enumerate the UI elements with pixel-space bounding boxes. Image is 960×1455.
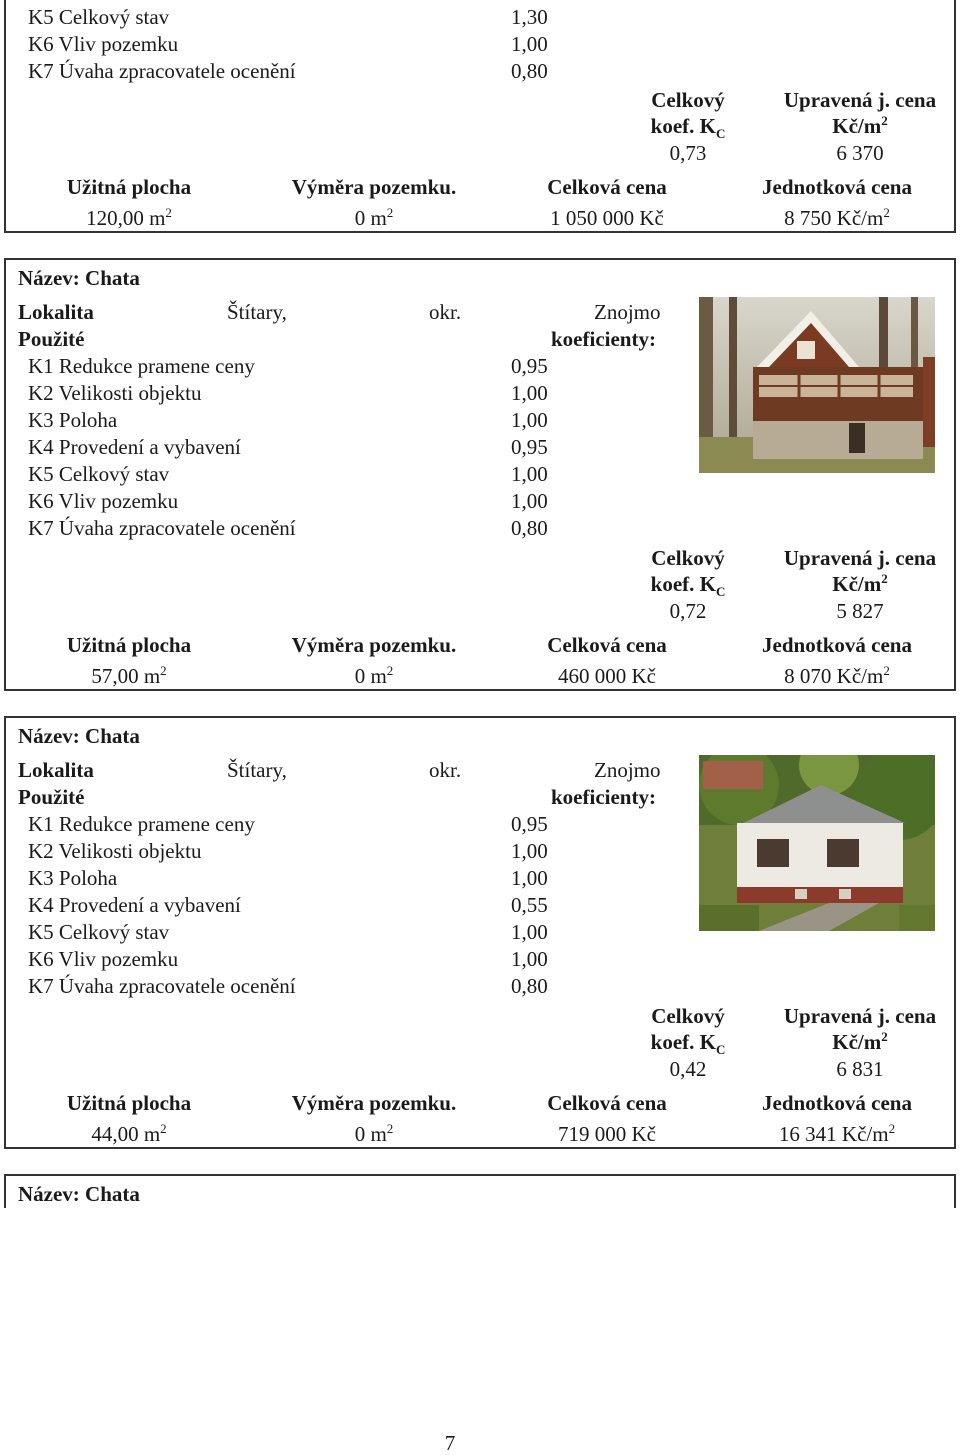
frame-bottom <box>4 1147 956 1149</box>
coef-label: K2 Velikosti objektu <box>28 839 202 863</box>
sum-header-land-area: Výměra pozemku. <box>291 633 457 657</box>
frame-top <box>4 258 956 260</box>
adjusted-price-value: 5 827 <box>836 599 884 623</box>
sum-header-unit-price: Jednotková cena <box>762 1091 912 1115</box>
coef-value: 1,00 <box>511 381 548 405</box>
record-name: Název: Chata <box>18 266 140 290</box>
coef-label: K1 Redukce pramene ceny <box>28 812 255 836</box>
coef-value: 0,95 <box>511 435 548 459</box>
coefficients-label: koeficienty: <box>551 327 656 351</box>
coef-label: K7 Úvaha zpracovatele ocenění <box>28 974 296 998</box>
sum-header-usable-area: Užitná plocha <box>66 1091 192 1115</box>
locality-town: Štítary, <box>227 300 287 324</box>
frame-left <box>4 1174 6 1208</box>
coef-label: K5 Celkový stav <box>28 920 170 944</box>
coefficients-label: koeficienty: <box>551 785 656 809</box>
locality-district-label: okr. <box>429 300 462 324</box>
sum-land-area: 0 $m^2$ <box>354 1121 394 1146</box>
coef-label: K7 Úvaha zpracovatele ocenění <box>28 59 296 83</box>
kc-header: Celkový <box>651 1004 725 1028</box>
coef-value: 0,80 <box>511 516 548 540</box>
locality-label: Lokalita <box>18 300 94 324</box>
adjusted-price-header: Upravená j. cena <box>783 546 937 570</box>
sum-header-total-price: Celková cena <box>547 633 667 657</box>
kc-value: 0,73 <box>669 141 707 165</box>
used-label: Použité <box>18 785 85 809</box>
sum-usable-area: 120,00 $m^2$ <box>86 205 172 230</box>
record-name: Název: Chata <box>18 724 140 748</box>
coef-label: K3 Poloha <box>28 408 118 432</box>
sum-land-area: 0 $m^2$ <box>354 663 394 688</box>
frame-right <box>954 716 956 1149</box>
adjusted-price-unit: $Kč/m^2$ <box>832 571 888 596</box>
sum-unit-price: 16 341 $Kč/m^2$ <box>778 1121 896 1146</box>
sum-total-price: 1 050 000 Kč <box>550 206 664 230</box>
coef-label: K2 Velikosti objektu <box>28 381 202 405</box>
coef-value: 1,00 <box>511 32 548 56</box>
frame-right <box>954 258 956 691</box>
frame-left <box>4 716 6 1149</box>
coef-value: 1,00 <box>511 947 548 971</box>
locality-district: Znojmo <box>594 758 661 782</box>
coef-value: 1,00 <box>511 920 548 944</box>
cottage-photo <box>699 297 935 473</box>
used-label: Použité <box>18 327 85 351</box>
kc-header: Celkový <box>651 88 725 112</box>
kc-header: Celkový <box>651 546 725 570</box>
frame-left <box>4 0 6 232</box>
coef-value: 1,00 <box>511 839 548 863</box>
coef-value: 1,00 <box>511 462 548 486</box>
kc-header-2: koef. $K_C$ <box>650 572 726 600</box>
locality-label: Lokalita <box>18 758 94 782</box>
frame-top <box>4 716 956 718</box>
coef-value: 1,00 <box>511 489 548 513</box>
coef-label: K7 Úvaha zpracovatele ocenění <box>28 516 296 540</box>
coef-label: K5 Celkový stav <box>28 462 170 486</box>
adjusted-price-unit: $Kč/m^2$ <box>832 113 888 138</box>
sum-unit-price: 8 070 $Kč/m^2$ <box>784 663 890 688</box>
kc-value: 0,72 <box>669 599 707 623</box>
page-number: 7 <box>444 1431 456 1455</box>
adjusted-price-unit: $Kč/m^2$ <box>832 1029 888 1054</box>
coef-label: K4 Provedení a vybavení <box>28 893 241 917</box>
locality-district-label: okr. <box>429 758 462 782</box>
sum-header-land-area: Výměra pozemku. <box>291 1091 457 1115</box>
coef-label: K6 Vliv pozemku <box>28 489 179 513</box>
coef-label: K1 Redukce pramene ceny <box>28 354 255 378</box>
kc-value: 0,42 <box>669 1057 707 1081</box>
sum-header-usable-area: Užitná plocha <box>66 175 192 199</box>
coef-value: 0,55 <box>511 893 548 917</box>
adjusted-price-header: Upravená j. cena <box>783 1004 937 1028</box>
coef-label: K6 Vliv pozemku <box>28 32 179 56</box>
locality-district: Znojmo <box>594 300 661 324</box>
adjusted-price-header: Upravená j. cena <box>783 88 937 112</box>
sum-unit-price: 8 750 $Kč/m^2$ <box>784 205 890 230</box>
sum-header-total-price: Celková cena <box>547 175 667 199</box>
sum-header-unit-price: Jednotková cena <box>762 633 912 657</box>
cottage-photo <box>699 755 935 931</box>
adjusted-price-value: 6 370 <box>836 141 884 165</box>
coef-label: K5 Celkový stav <box>28 5 170 29</box>
kc-header-2: koef. $K_C$ <box>650 114 726 142</box>
coef-label: K4 Provedení a vybavení <box>28 435 241 459</box>
sum-header-land-area: Výměra pozemku. <box>291 175 457 199</box>
coef-label: K3 Poloha <box>28 866 118 890</box>
frame-right <box>954 1174 956 1208</box>
frame-left <box>4 258 6 691</box>
sum-total-price: 719 000 Kč <box>558 1122 656 1146</box>
frame-bottom <box>4 689 956 691</box>
sum-usable-area: 57,00 $m^2$ <box>91 663 167 688</box>
sum-land-area: 0 $m^2$ <box>354 205 394 230</box>
coef-value: 0,95 <box>511 812 548 836</box>
sum-total-price: 460 000 Kč <box>558 664 656 688</box>
frame-top <box>4 1174 956 1176</box>
frame-bottom <box>4 231 956 233</box>
coef-value: 1,00 <box>511 408 548 432</box>
record-name: Název: Chata <box>18 1182 140 1206</box>
coef-value: 1,30 <box>511 5 548 29</box>
coef-value: 0,80 <box>511 974 548 998</box>
coef-value: 1,00 <box>511 866 548 890</box>
locality-town: Štítary, <box>227 758 287 782</box>
sum-usable-area: 44,00 $m^2$ <box>91 1121 167 1146</box>
coef-value: 0,95 <box>511 354 548 378</box>
coef-label: K6 Vliv pozemku <box>28 947 179 971</box>
coef-value: 0,80 <box>511 59 548 83</box>
kc-header-2: koef. $K_C$ <box>650 1030 726 1058</box>
adjusted-price-value: 6 831 <box>836 1057 884 1081</box>
sum-header-unit-price: Jednotková cena <box>762 175 912 199</box>
sum-header-usable-area: Užitná plocha <box>66 633 192 657</box>
sum-header-total-price: Celková cena <box>547 1091 667 1115</box>
